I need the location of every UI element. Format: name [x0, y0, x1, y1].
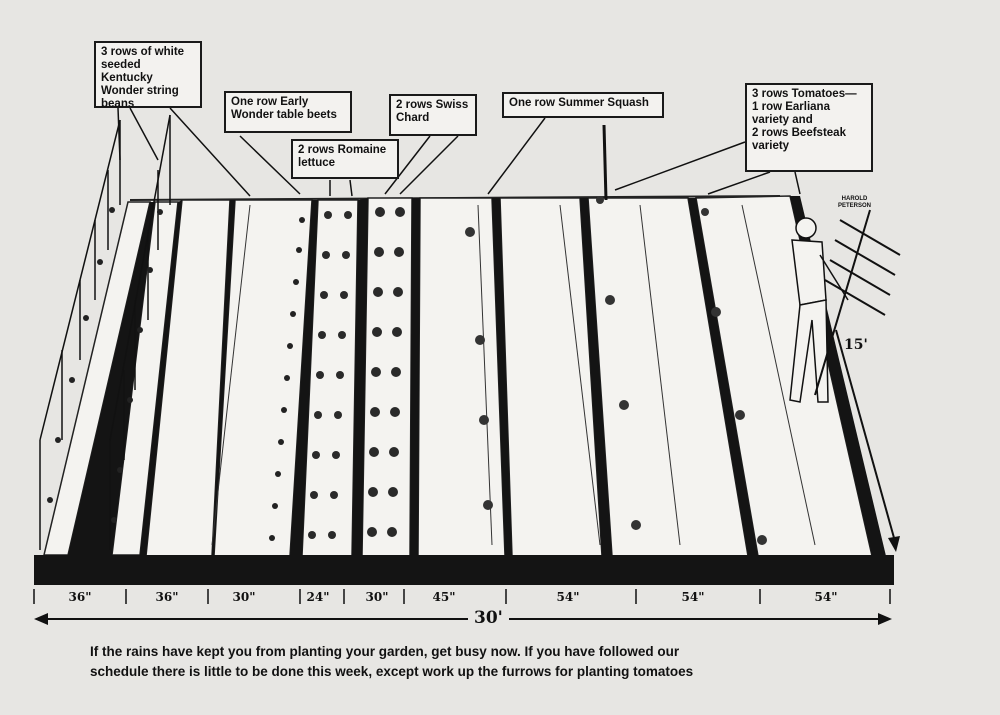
label-table-beets: One row Early Wonder table beets: [224, 91, 352, 133]
width-arrow: [34, 613, 892, 625]
dimension-label: 45": [432, 590, 456, 604]
plot-length-label: 15': [844, 337, 868, 353]
chard-ridge: [362, 198, 412, 556]
caption: [90, 642, 950, 682]
dimension-label: 24": [306, 590, 330, 604]
caption-line-1: If the rains have kept you from planting your garden, get busy now. If you have followed our: [90, 644, 680, 659]
dimension-label: 54": [814, 590, 838, 604]
dimension-label: 36": [68, 590, 92, 604]
artist-signature: HAROLD PETERSON: [838, 196, 872, 209]
caption-line-2: schedule there is little to be done this week, except work up the furrows for planting tomatoes: [90, 664, 694, 679]
dimension-label: 30": [365, 590, 389, 604]
dimension-label: 36": [155, 590, 179, 604]
label-swiss-chard: 2 rows Swiss Chard: [389, 94, 477, 136]
dimension-label: 30": [232, 590, 256, 604]
total-width-label: 30': [468, 608, 509, 628]
dimension-label: 54": [556, 590, 580, 604]
label-romaine-lettuce: 2 rows Romaine lettuce: [291, 139, 399, 179]
dimension-label: 54": [681, 590, 705, 604]
label-summer-squash: One row Summer Squash: [502, 92, 664, 118]
label-string-beans: 3 rows of white seeded Kentucky Wonder string beans: [94, 41, 202, 108]
label-tomatoes: 3 rows Tomatoes— 1 row Earliana variety and 2 rows Beefsteak variety: [745, 83, 873, 172]
tomato-stake: [604, 125, 606, 200]
plot-front-edge: [34, 555, 894, 585]
